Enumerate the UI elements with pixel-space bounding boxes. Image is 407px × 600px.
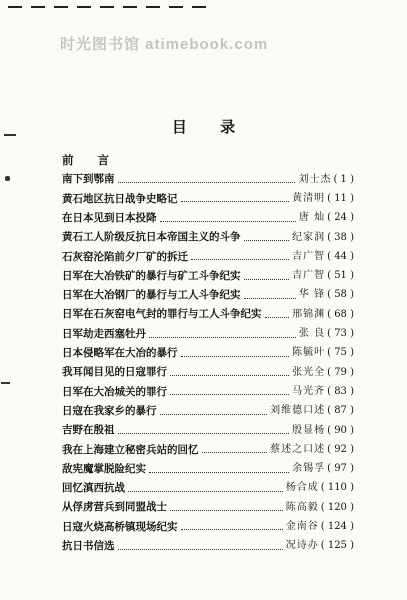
toc-entry-title: 日军劫走西塞牡丹 [62,327,146,340]
toc-entry-title: 日军在大冶钢厂的暴行与工人斗争纪实 [62,289,241,302]
toc-entry-page: ( 51 ) [327,270,354,282]
toc-dot-leader [244,240,290,241]
toc-entry-page: ( 83 ) [327,385,354,397]
toc-entry-author: 金南谷 [285,520,319,532]
toc-entry-title: 在日本见到日本投降 [62,211,157,224]
toc-entry-page: ( 24 ) [327,212,354,224]
toc-entry [62,209,354,228]
toc-entry-page: ( 68 ) [327,308,354,320]
toc-entry-title: 我耳闻目见的日寇罪行 [62,366,167,379]
toc-entry [62,440,354,459]
toc-dot-leader [160,414,268,415]
toc-entry-title: 日军在大冶城关的罪行 [62,385,167,398]
toc-dot-leader [118,433,290,434]
toc-dot-leader [191,259,289,260]
toc-entry-page: ( 110 ) [320,482,354,494]
toc-entry [62,363,354,382]
toc-entry-page: ( 44 ) [327,250,354,262]
toc-entry-title: 从俘虏营兵到同盟战士 [62,501,167,514]
toc-dot-leader [181,356,290,357]
toc-dot-leader [244,298,296,299]
toc-entry-title: 黄石工人阶级反抗日本帝国主义的斗争 [62,231,241,244]
toc-dot-leader [244,279,290,280]
toc-entry [62,537,354,556]
toc-dot-leader [170,375,289,376]
toc-entry [62,382,354,401]
toc-dot-leader [181,201,290,202]
toc-entry-page: ( 75 ) [327,347,354,359]
toc-entry [62,517,354,536]
toc-entry-author: 殷显杨 [292,424,326,436]
toc-entry [62,189,354,208]
toc-entry-title: 敌宪魔掌脱险纪实 [62,462,146,475]
toc-entry-title: 日本侵略军在大冶的暴行 [62,347,178,360]
toc-entry [62,266,354,285]
margin-mark [5,176,10,181]
toc-entry-page: ( 79 ) [327,366,354,378]
toc-entry [62,305,354,324]
toc-entry [62,170,354,189]
page-title: 目 录 [171,118,250,136]
toc-entry-page: ( 73 ) [327,328,354,340]
toc-entry-author: 刘维德口述 [270,405,326,417]
toc-entry-author: 吉广智 [292,270,326,282]
toc-entry-author: 唐 灿 [298,212,326,224]
toc-entry-page: ( 97 ) [327,463,354,475]
toc-entry [62,247,354,266]
toc-entry-title: 南下到鄂南 [62,173,115,186]
toc-entry-page: ( 120 ) [320,501,354,513]
toc-entry-title: 日寇在我家乡的暴行 [62,404,157,417]
toc-entry [62,402,354,421]
toc-entry-page: ( 1 ) [333,173,354,185]
toc-entry [62,344,354,363]
toc-entry-title: 黄石地区抗日战争史略记 [62,192,178,205]
toc-entry-author: 杨合成 [285,482,319,494]
toc-entry-author: 余锡孚 [292,463,326,475]
toc-dot-leader [149,337,296,338]
toc-preface: 前 言 [62,153,120,167]
top-edge-marks [8,6,206,8]
toc-entry [62,421,354,440]
toc-entry-author: 马光齐 [292,385,326,397]
toc-entry-author: 张光全 [292,366,326,378]
toc-dot-leader [170,510,283,511]
toc-entry [62,228,354,247]
toc-entry-title: 日寇火烧高桥镇现场纪实 [62,520,178,533]
toc-dot-leader [128,491,283,492]
toc-dot-leader [149,472,289,473]
toc-entry-author: 纪家润 [292,231,326,243]
toc-entry-title: 日军在大冶铁矿的暴行与矿工斗争纪实 [62,269,241,282]
toc-dot-leader [170,394,289,395]
toc-entry-author: 张 良 [298,328,326,340]
toc-entry-page: ( 38 ) [327,231,354,243]
toc-entry-title: 回忆滇西抗战 [62,482,125,495]
toc-entry [62,498,354,517]
toc-entry-author: 陈高毅 [285,501,319,513]
margin-mark [1,382,10,384]
toc-dot-leader [181,529,283,530]
toc-entry-page: ( 92 ) [327,443,354,455]
toc-dot-leader [202,452,268,453]
toc-entry-page: ( 58 ) [327,289,354,301]
toc-entry-author: 况诗办 [285,540,319,552]
toc-entry-page: ( 90 ) [327,424,354,436]
toc-dot-leader [118,182,296,183]
watermark-text: 时光图书馆 atimebook.com [60,36,269,53]
toc-entry-title: 石灰窑沦陷前夕厂矿的拆迁 [62,250,188,263]
toc-entry-title: 吉野在殷祖 [62,424,115,437]
toc-entry-author: 华 锋 [298,289,326,301]
toc-entry-title: 抗日书信选 [62,540,115,553]
toc-dot-leader [118,549,283,550]
toc-entry-author: 吉广智 [292,250,326,262]
toc-entry-page: ( 124 ) [320,520,354,532]
toc-entry-author: 邢锦渊 [292,308,326,320]
toc-entry-author: 黄清明 [292,192,326,204]
table-of-contents [62,170,354,556]
toc-entry-page: ( 87 ) [327,405,354,417]
toc-entry-page: ( 11 ) [327,192,354,204]
toc-entry [62,459,354,478]
toc-dot-leader [265,317,290,318]
toc-entry [62,324,354,343]
toc-entry-author: 刘士杰 [298,173,332,185]
toc-dot-leader [160,221,296,222]
toc-entry-title: 我在上海建立秘密兵站的回忆 [62,443,199,456]
toc-entry-page: ( 125 ) [320,540,354,552]
toc-entry [62,286,354,305]
toc-entry [62,479,354,498]
toc-entry-author: 陈毓叶 [292,347,326,359]
toc-entry-author: 蔡述之口述 [270,443,326,455]
toc-entry-title: 日军在石灰窑电气封的罪行与工人斗争纪实 [62,308,262,321]
